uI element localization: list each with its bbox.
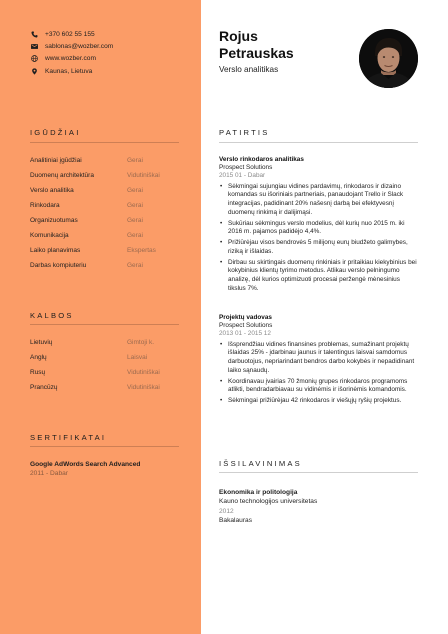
education-entry [219,488,317,526]
job-company: Prospect Solutions [219,164,273,171]
globe-icon [30,55,39,62]
certificate-item [30,461,140,477]
language-level: Vidutiniškai [127,384,160,391]
job-dates: 2015 01 - Dabar [219,172,266,179]
job-bullet: • Išsprendžiau vidines finansines problemas, sumažinant projektų išlaidas 25% - įdarbinau jaunus ir talentingus laisvai samdomus darbuotojus, nepriarindant bendros darbo kokybės ir nepadidinant laiko sąnaudų. [219,341,419,376]
contact-location-text: Kaunas, Lietuva [45,67,93,75]
job-bullet: • Sukūriau sėkmingus verslo modelius, dėl kurių nuo 2015 m. iki 2016 m. pajamos padidėjo 4,4%. [219,220,419,238]
job-bullet: • Sėkmingai sujungiau vidines pardavimų, rinkodaros ir dizaino komandas su išoriniais partneriais, panaudojant Trello ir Slack integracijas, padidinant 20% našesnį darbą bei efektyvesnį duomenų rinkimą ir dalijimąsi. [219,183,419,218]
languages-heading: KALBOS [30,311,74,320]
sidebar [0,0,201,634]
skill-name: Organizuotumas [30,217,78,224]
job-bullets [219,341,419,406]
contact-website-text: www.wozber.com [45,55,96,63]
language-name: Anglų [30,354,47,361]
job-company: Prospect Solutions [219,322,273,329]
language-level: Vidutiniškai [127,369,160,376]
experience-divider [219,142,418,143]
skill-row [30,232,180,239]
language-row [30,354,180,361]
avatar [359,29,418,88]
language-level: Laisvai [127,354,148,361]
certificates-divider [30,446,179,447]
contact-phone-text: +370 602 55 155 [45,30,95,38]
skill-name: Rinkodara [30,202,60,209]
education-field: Ekonomika ir politologija [219,489,298,496]
job-role: Verslo rinkodaros analitikas [219,156,304,163]
skill-row [30,172,180,179]
candidate-name [219,28,294,62]
skills-heading: IGŪDŽIAI [30,128,81,137]
education-school: Kauno technologijos universitetas [219,498,318,506]
job-bullet: • Koordinavau įvairias 70 žmonių grupes rinkodaros programoms atlikti, bendradarbiavau su vidinėmis ir išorinėmis komandomis. [219,378,419,396]
job-entry [219,156,419,296]
contact-email [30,40,113,52]
language-level: Gimtoji k. [127,339,155,346]
skill-level: Gerai [127,187,143,194]
job-bullet: • Prižiūrėjau visos bendrovės 5 milijonų eurų biudžeto galimybes, riziką ir išlaidas. [219,239,419,257]
contact-list [30,28,113,77]
job-entry [219,314,419,408]
education-year: 2012 [219,507,234,515]
skill-row [30,217,180,224]
certificate-title: Google AdWords Search Advanced [30,461,141,468]
languages-divider [30,324,179,325]
mail-icon [30,43,39,50]
skill-row [30,247,180,254]
job-role: Projektų vadovas [219,314,272,321]
skill-row [30,187,180,194]
skill-name: Analitiniai įgūdžiai [30,157,82,164]
skill-level: Gerai [127,217,143,224]
education-heading: IŠSILAVINIMAS [219,459,302,468]
skill-row [30,262,180,269]
language-name: Rusų [30,369,46,376]
job-bullets [219,183,419,294]
language-row [30,339,180,346]
language-row [30,369,180,376]
skill-level: Ekspertas [127,247,156,254]
phone-icon [30,31,39,38]
skill-level: Gerai [127,202,143,209]
skill-name: Duomenų architektūra [30,172,94,179]
skill-name: Darbas kompiuteriu [30,262,87,269]
contact-phone [30,28,113,40]
language-row [30,384,180,391]
skill-row [30,157,180,164]
skill-level: Gerai [127,262,143,269]
experience-heading: PATIRTIS [219,128,270,137]
contact-location [30,65,113,77]
education-degree: Bakalauras [219,517,252,525]
skill-name: Komunikacija [30,232,69,239]
skill-name: Verslo analitika [30,187,74,194]
contact-website [30,53,113,65]
skill-row [30,202,180,209]
first-name: Rojus [219,28,258,44]
skill-level: Vidutiniškai [127,172,160,179]
certificate-dates: 2011 - Dabar [30,469,68,477]
language-name: Lietuvių [30,339,53,346]
job-bullet: • Dirbau su skirtingais duomenų rinkiniais ir pritaikiau kiekybinius bei kokybinius klientų tyrimo metodus. Atlikau verslo pelningumo analizę, dėl kurios optimizuoti procesai peržengė mėnesinius tikslus 7%. [219,259,419,294]
certificates-heading: SERTIFIKATAI [30,433,107,442]
job-bullet: • Sėkmingai prižiūrėjau 42 rinkodaros ir viešųjų ryšių projektus. [219,397,419,406]
skills-divider [30,142,179,143]
last-name: Petrauskas [219,45,294,61]
location-pin-icon [30,68,39,75]
skill-level: Gerai [127,232,143,239]
skill-level: Gerai [127,157,143,164]
contact-email-text: sablonas@wozber.com [45,42,114,50]
job-dates: 2013 01 - 2015 12 [219,330,271,337]
education-divider [219,472,418,473]
language-name: Prancūzų [30,384,58,391]
skill-name: Laiko planavimas [30,247,81,254]
job-title: Verslo analitikas [219,65,279,74]
